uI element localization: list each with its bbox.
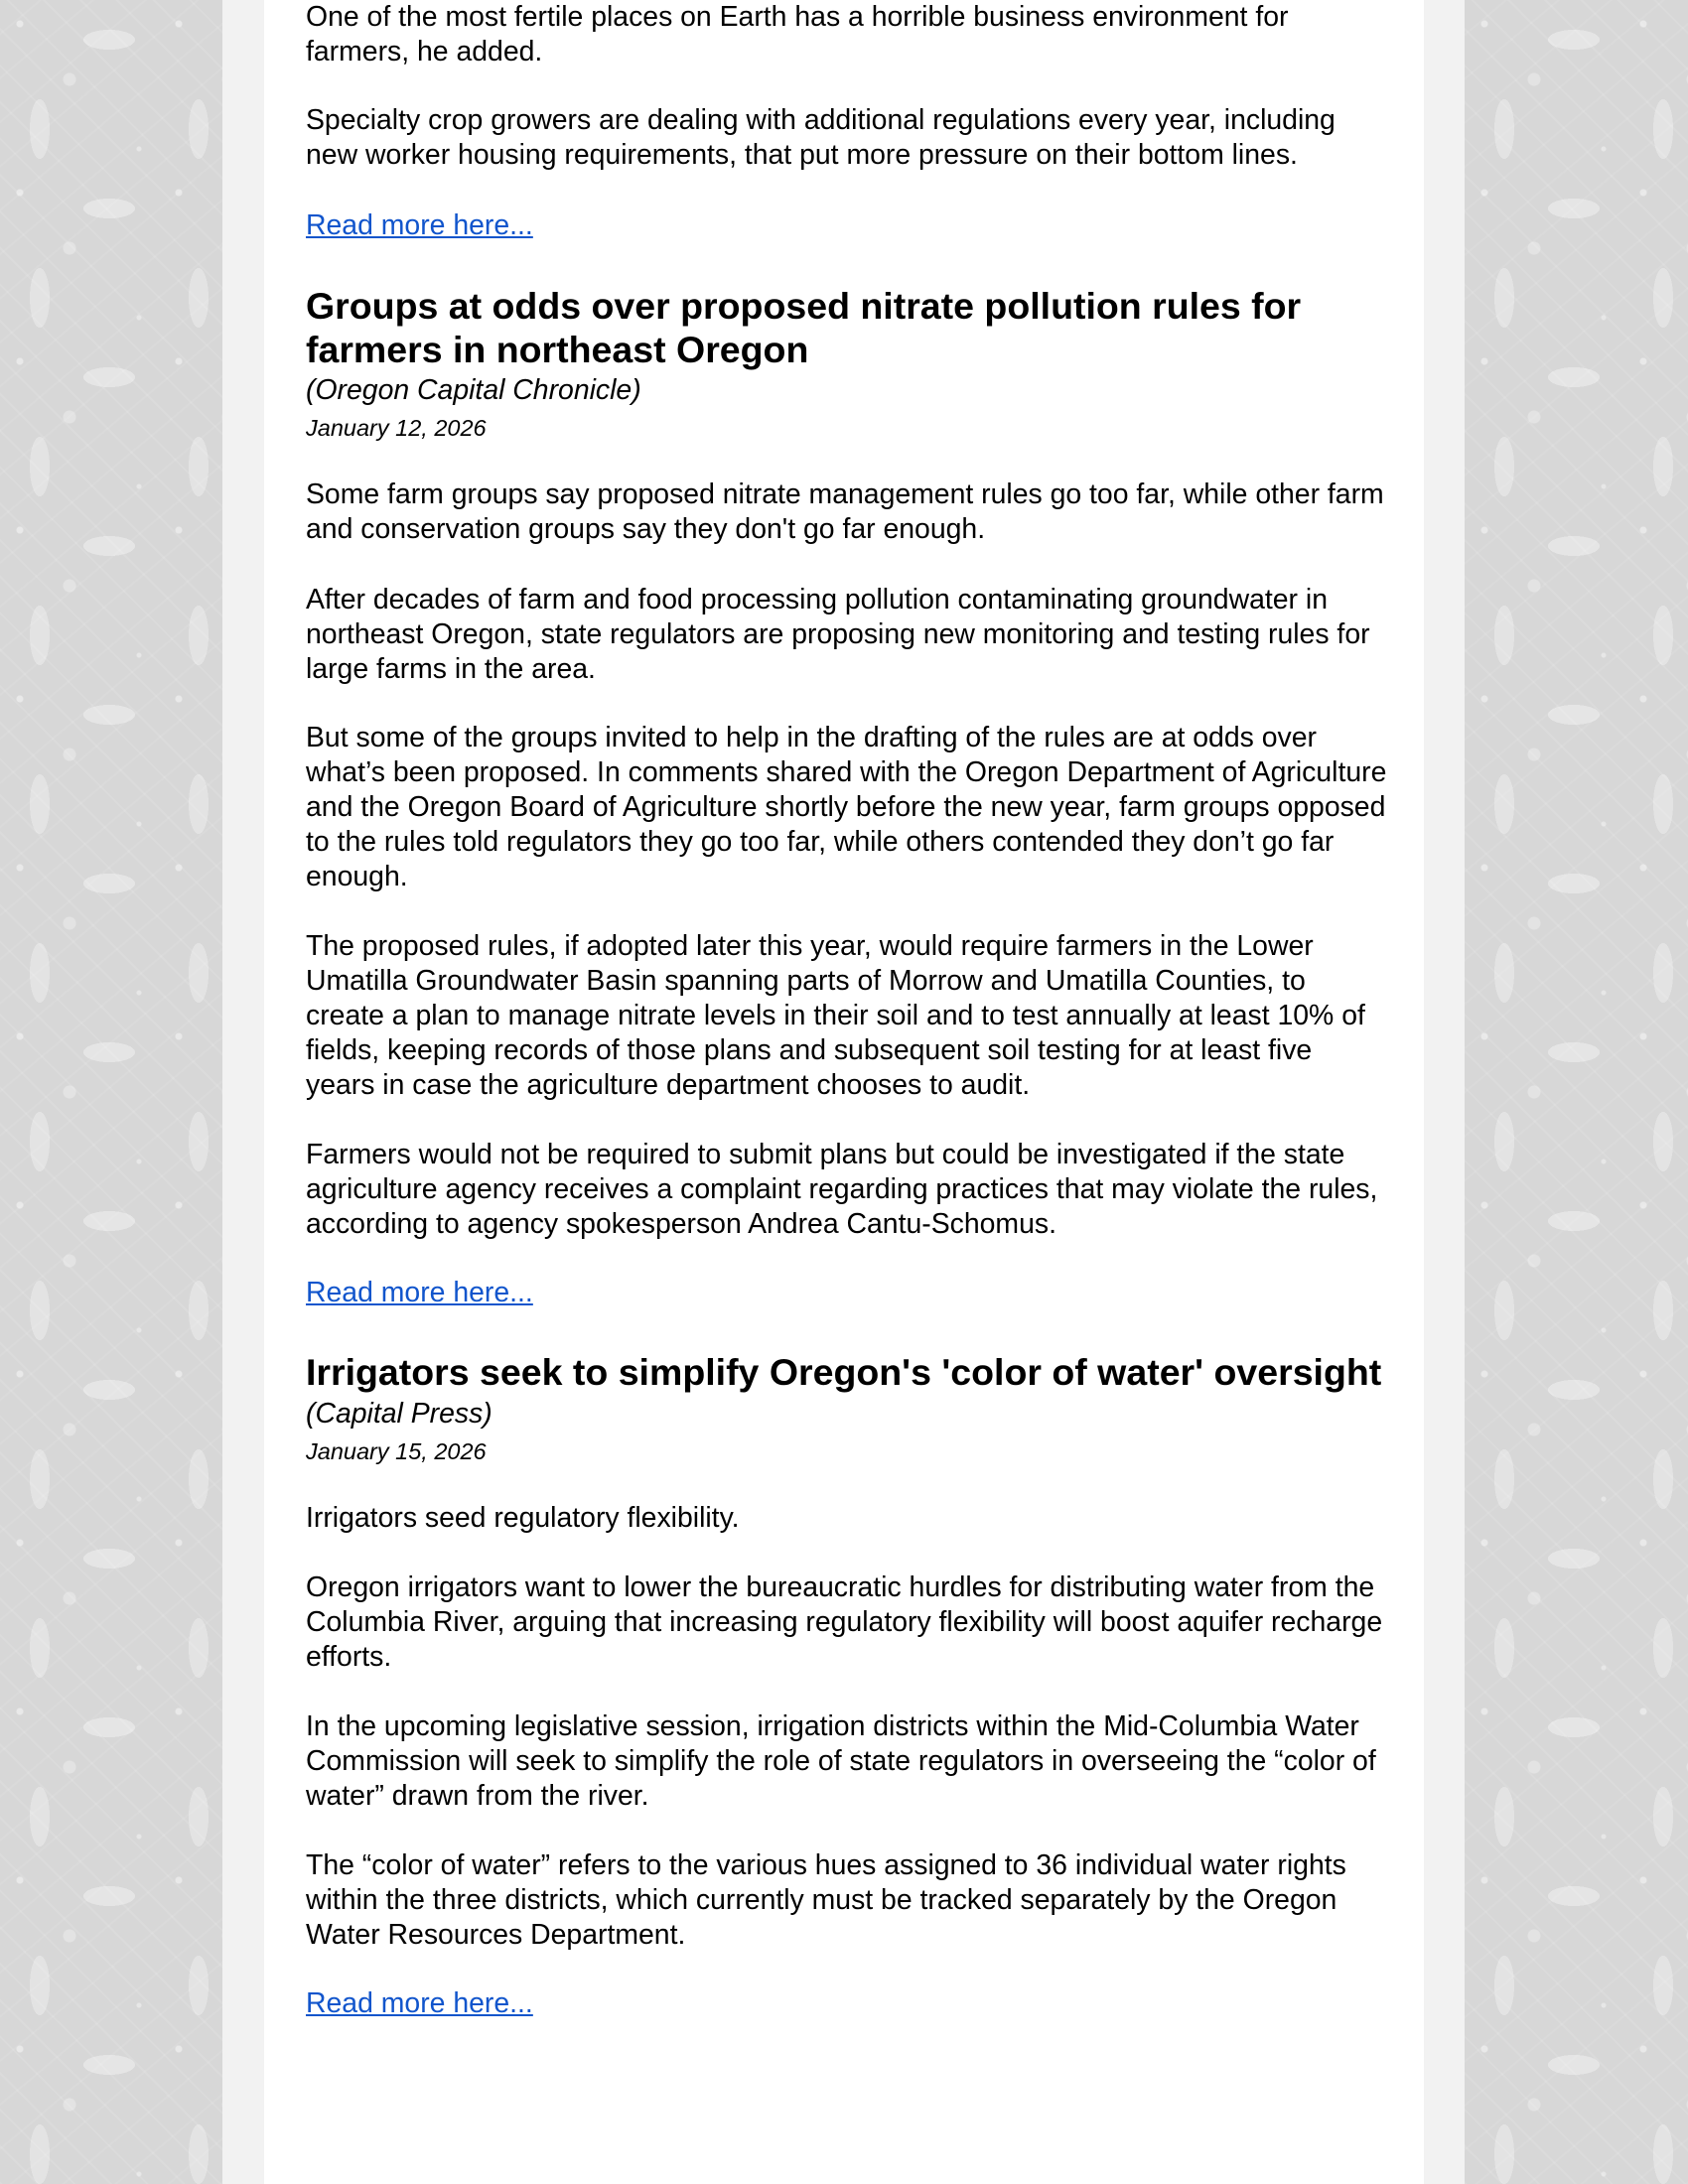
paragraph: Specialty crop growers are dealing with additional regulations every year, including new worker housing requirements, that put more pressure on their bottom lines. xyxy=(306,104,1336,171)
paragraph: After decades of farm and food processing pollution contaminating groundwater in northeast Oregon, state regulators are proposing new monitoring and testing rules for large farms in the area. xyxy=(306,584,1370,685)
paragraph: Irrigators seed regulatory flexibility. xyxy=(306,1502,740,1534)
article-date: January 12, 2026 xyxy=(306,415,487,441)
article-source: (Capital Press) xyxy=(306,1398,492,1430)
decorative-leaf-pattern-left xyxy=(0,0,222,2184)
paragraph: Oregon irrigators want to lower the bureaucratic hurdles for distributing water from the Columbia River, arguing that increasing regulatory flexibility will boost aquifer recharge efforts. xyxy=(306,1571,1383,1673)
article-date: January 15, 2026 xyxy=(306,1438,487,1464)
paragraph: Some farm groups say proposed nitrate management rules go too far, while other farm and conservation groups say they don't go far enough. xyxy=(306,478,1384,545)
paragraph: Farmers would not be required to submit plans but could be investigated if the state agriculture agency receives a complaint regarding practices that may violate the rules, according to agency spokesperson Andrea Cantu-Schomus. xyxy=(306,1139,1378,1240)
paragraph: In the upcoming legislative session, irrigation districts within the Mid-Columbia Water Commission will seek to simplify the role of state regulators in overseeing the “color of water” drawn from the river. xyxy=(306,1710,1376,1812)
read-more-link[interactable]: Read more here... xyxy=(306,1277,533,1308)
paragraph: One of the most fertile places on Earth has a horrible business environment for farmers, he added. xyxy=(306,1,1289,68)
paragraph: But some of the groups invited to help in the drafting of the rules are at odds over what’s been proposed. In comments shared with the Oregon Department of Agriculture and the Oregon Board of Agriculture shortly before the new year, farm groups opposed to the rules told regulators they go too far, while others contended they don’t go far enough. xyxy=(306,722,1387,892)
article-headline: Irrigators seek to simplify Oregon's 'color of water' oversight xyxy=(306,1351,1382,1393)
article-headline: Groups at odds over proposed nitrate pollution rules for farmers in northeast Oregon xyxy=(306,285,1302,370)
paragraph: The “color of water” refers to the various hues assigned to 36 individual water rights within the three districts, which currently must be tracked separately by the Oregon Water Resources Department. xyxy=(306,1849,1346,1951)
paragraph: The proposed rules, if adopted later this year, would require farmers in the Lower Umatilla Groundwater Basin spanning parts of Morrow and Umatilla Counties, to create a plan to manage nitrate levels in their soil and to test annually at least 10% of fields, keeping records of those plans and subsequent soil testing for at least five years in case the agriculture department chooses to audit. xyxy=(306,930,1365,1101)
decorative-leaf-pattern-right xyxy=(1465,0,1688,2184)
read-more-link[interactable]: Read more here... xyxy=(306,209,533,241)
article-source: (Oregon Capital Chronicle) xyxy=(306,374,641,406)
read-more-link[interactable]: Read more here... xyxy=(306,1987,533,2019)
